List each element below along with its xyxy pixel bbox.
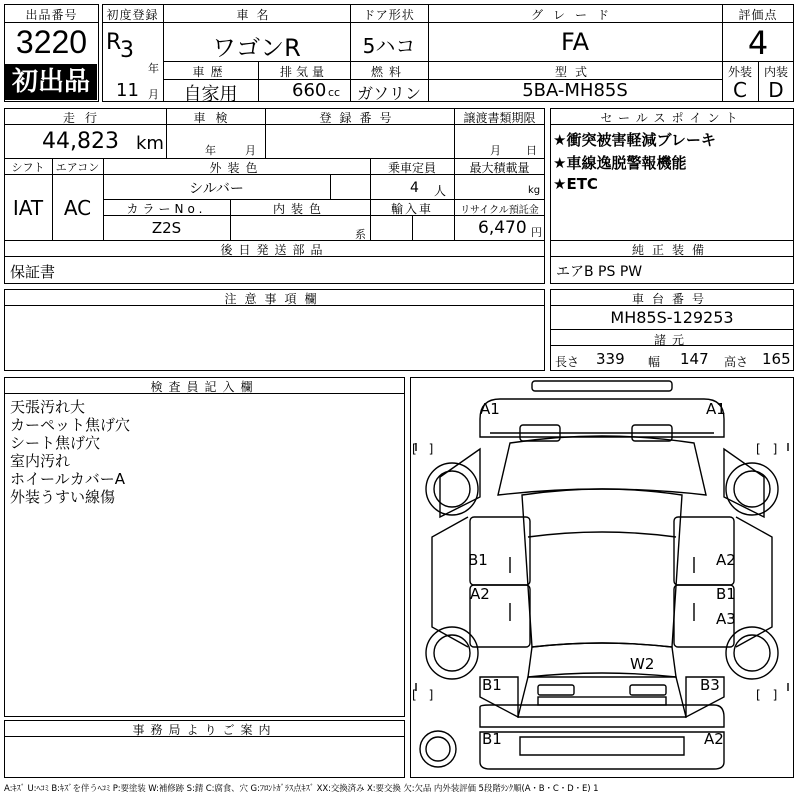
inspector-line: シート焦げ穴 xyxy=(10,434,101,452)
reg-month: 11 xyxy=(116,80,139,101)
mark-right-front-door: A2 xyxy=(716,551,736,569)
color-no-value: Z2S xyxy=(151,219,182,237)
lot-label: 出品番号 xyxy=(25,8,78,22)
mark-right-rear-quarter: B3 xyxy=(700,676,720,694)
mark-bracket: [ ] xyxy=(756,442,778,456)
notes-label: 注意事項欄 xyxy=(224,292,325,306)
history-value: 自家用 xyxy=(183,84,238,105)
int-color-unit: 系 xyxy=(355,228,366,241)
recycle-label: リサイクル預託金 xyxy=(460,205,539,216)
shift-label: シフト xyxy=(11,161,45,174)
car-outline-diagram xyxy=(410,377,794,778)
mark-rear-left: B1 xyxy=(482,730,502,748)
inspector-line: カーペット焦げ穴 xyxy=(10,416,131,434)
equipment-label: 純正装備 xyxy=(631,243,712,257)
length-value: 339 xyxy=(596,350,625,368)
ac-value: AC xyxy=(63,196,92,220)
name-label: 車名 xyxy=(236,8,277,22)
ext-color-label: 外装色 xyxy=(209,161,264,175)
width-label: 幅 xyxy=(648,355,661,369)
exterior-value: C xyxy=(733,78,747,102)
import-label: 輸入車 xyxy=(390,202,433,216)
grade-value: FA xyxy=(560,28,590,56)
reg-year: 3 xyxy=(120,38,134,63)
capacity-value: 4 xyxy=(410,180,419,196)
mark-bracket: [ ] xyxy=(756,688,778,702)
mark-bracket: [ ] xyxy=(412,688,434,702)
model-label: 型式 xyxy=(554,65,595,79)
width-value: 147 xyxy=(680,350,709,368)
recycle-unit: 円 xyxy=(531,226,542,239)
interior-value: D xyxy=(768,78,784,102)
later-parts-label: 後日発送部品 xyxy=(220,243,329,257)
car-name: ワゴンR xyxy=(212,34,301,62)
history-label: 車歴 xyxy=(192,65,229,79)
inspector-label: 検査員記入欄 xyxy=(150,380,259,394)
mark-left-front-door: B1 xyxy=(468,551,488,569)
mileage-value: 44,823 xyxy=(42,129,119,154)
int-color-label: 内装色 xyxy=(272,202,327,216)
lot-number: 3220 xyxy=(15,24,88,60)
displacement-label: 排気量 xyxy=(279,65,328,79)
mark-front-left: A1 xyxy=(480,400,500,418)
displacement-value: 660 xyxy=(292,80,327,101)
mark-right-rear-door-upper: B1 xyxy=(716,585,736,603)
reg-era: R xyxy=(106,30,122,55)
reg-year-unit: 年 xyxy=(148,62,159,75)
fuel-value: ガソリン xyxy=(356,84,421,103)
height-label: 高さ xyxy=(724,355,749,369)
color-no-label: カラーNo. xyxy=(126,202,207,216)
mark-right-rear-door-lower: A3 xyxy=(716,610,736,628)
sales-point: ★ETC xyxy=(553,175,598,193)
reg-label: 初度登録 xyxy=(106,8,159,22)
height-value: 165 xyxy=(762,350,791,368)
exterior-label: 外装 xyxy=(727,65,752,79)
chassis-label: 車台番号 xyxy=(631,292,712,306)
equipment-value: エアB PS PW xyxy=(556,264,643,280)
mark-front-right: A1 xyxy=(706,400,726,418)
model-value: 5BA-MH85S xyxy=(522,80,628,101)
mark-roof: W2 xyxy=(630,655,655,673)
sales-point: ★車線逸脱警報機能 xyxy=(553,154,687,172)
legend-text: A:ｷｽﾞ U:ﾍｺﾐ B:ｷｽﾞを伴うﾍｺﾐ P:要塗装 W:補修跡 S:錆 C:腐食、穴 G:ﾌﾛﾝﾄｶﾞﾗｽ点ｷｽﾞ XX:交換済み X:要交換 欠:欠品 内外装評価 5段階ﾗﾝｸ順(A・B・C・D・E) 1 xyxy=(4,784,599,794)
inspector-line: 外装うすい線傷 xyxy=(10,488,116,506)
interior-label: 内装 xyxy=(763,65,788,79)
fuel-label: 燃料 xyxy=(370,65,407,79)
mark-bracket: [ ] xyxy=(412,442,434,456)
mark-left-rear-door: A2 xyxy=(470,585,490,603)
score-label: 評価点 xyxy=(738,8,778,22)
inspection-month-unit: 月 xyxy=(245,144,256,157)
capacity-label: 乗車定員 xyxy=(387,161,436,175)
load-unit: kg xyxy=(528,185,541,196)
door-label: ドア形状 xyxy=(363,8,415,22)
transfer-month-unit: 月 xyxy=(490,144,501,157)
office-label: 事務局よりご案内 xyxy=(132,723,277,737)
inspection-label: 車検 xyxy=(193,111,238,125)
transfer-day-unit: 日 xyxy=(526,144,537,157)
sales-label: セールスポイント xyxy=(600,111,744,125)
mileage-label: 走行 xyxy=(62,111,107,125)
mileage-unit: km xyxy=(136,133,164,154)
chassis-number: MH85S-129253 xyxy=(610,308,734,327)
capacity-unit: 人 xyxy=(434,184,447,198)
load-label: 最大積載量 xyxy=(469,161,530,175)
ac-label: エアコン xyxy=(55,161,100,174)
sales-point: ★衝突被害軽減ブレーキ xyxy=(553,131,716,149)
inspector-line: 天張汚れ大 xyxy=(10,398,86,416)
reg-no-label: 登録番号 xyxy=(319,111,400,125)
door-value: 5ハコ xyxy=(362,34,416,58)
inspector-line: 室内汚れ xyxy=(10,452,71,470)
length-label: 長さ xyxy=(555,355,580,369)
displacement-unit: cc xyxy=(328,86,341,99)
transfer-label: 譲渡書類期限 xyxy=(463,111,536,125)
spec-label: 諸元 xyxy=(653,333,690,347)
grade-label: グレード xyxy=(530,8,619,22)
inspector-line: ホイールカバーA xyxy=(10,470,125,488)
inspection-year-unit: 年 xyxy=(205,144,216,157)
reg-month-unit: 月 xyxy=(148,88,159,101)
score-value: 4 xyxy=(747,24,769,62)
recycle-value: 6,470 xyxy=(478,218,527,238)
ext-color-value: シルバー xyxy=(189,181,244,197)
mark-left-rear-quarter: B1 xyxy=(482,676,502,694)
later-parts-value: 保証書 xyxy=(10,263,56,281)
first-listing-badge: 初出品 xyxy=(5,64,97,100)
shift-value: IAT xyxy=(12,196,44,220)
mark-rear-right: A2 xyxy=(704,730,724,748)
